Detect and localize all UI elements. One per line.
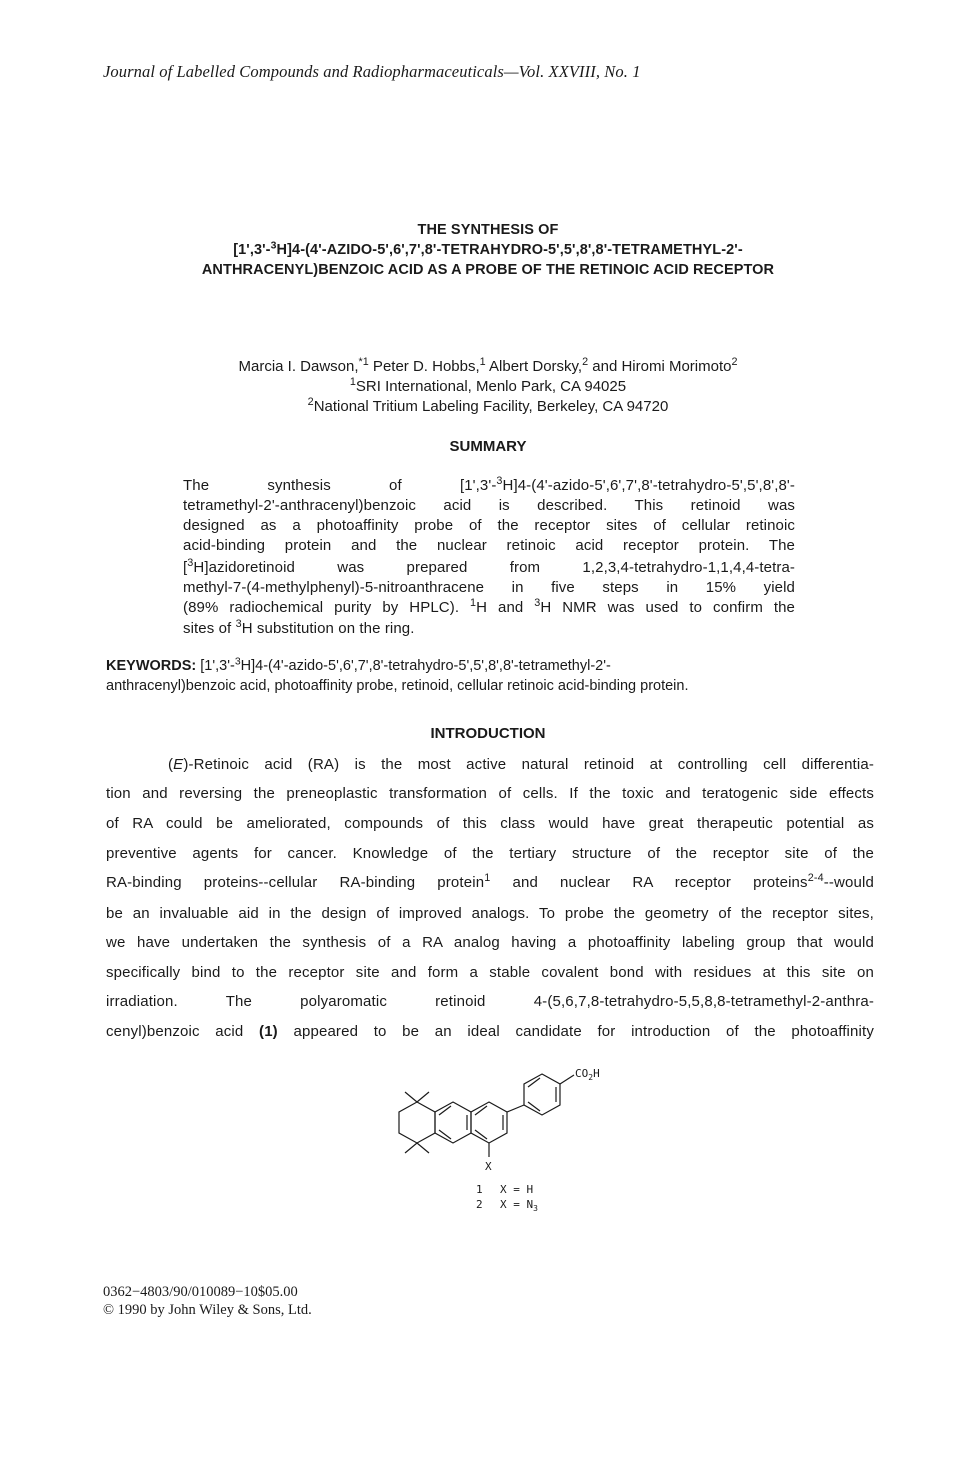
aromatic-bond-6 bbox=[475, 1130, 487, 1139]
author-morimoto: and Hiromi Morimoto bbox=[588, 358, 732, 375]
compound-2-definition bbox=[500, 1198, 538, 1213]
summary-line-2: tetramethyl-2'-anthracenyl)benzoic acid is described. This retinoid was bbox=[183, 497, 795, 514]
intro-line-5-sup-1: 1 bbox=[484, 872, 491, 885]
author-dorsky: Albert Dorsky, bbox=[485, 358, 583, 375]
author-hobbs-sup: 1 bbox=[479, 356, 486, 369]
methyl-1 bbox=[405, 1092, 417, 1102]
compound-2-number: 2 bbox=[476, 1198, 483, 1211]
ring-phenyl bbox=[524, 1074, 560, 1115]
compound-1-definition: X = H bbox=[500, 1183, 534, 1196]
author-dorsky-sup: 2 bbox=[582, 356, 589, 369]
summary-line-5 bbox=[183, 558, 795, 578]
summary-line-1-sup: 3 bbox=[496, 475, 503, 488]
affiliation-1-text: SRI International, Menlo Park, CA 94025 bbox=[355, 378, 627, 395]
carboxyl-sub: 2 bbox=[588, 1073, 594, 1082]
chemical-structure bbox=[360, 1060, 640, 1220]
summary-line-1-b: H]4-(4'-azido-5',6',7',8'-tetrahydro-5',5',8',8'- bbox=[502, 477, 795, 494]
title-tritium-sup: 3 bbox=[270, 240, 277, 252]
compound-1-ref: (1) bbox=[259, 1023, 278, 1040]
carboxyl-label bbox=[575, 1067, 600, 1082]
author-dawson: Marcia I. Dawson, bbox=[238, 358, 359, 375]
phenyl-bond-3 bbox=[528, 1102, 540, 1111]
title-line-1: THE SYNTHESIS OF bbox=[417, 222, 559, 238]
intro-line-7: we have undertaken the synthesis of a RA analog having a photoaffinity labeling group that would bbox=[106, 934, 874, 951]
author-hobbs: Peter D. Hobbs, bbox=[368, 358, 480, 375]
phenyl-bond-1 bbox=[528, 1078, 540, 1087]
ring-anthracene-middle bbox=[471, 1102, 507, 1143]
summary-heading: SUMMARY bbox=[449, 438, 527, 455]
intro-line-2: tion and reversing the preneoplastic transformation of cells. If the toxic and teratogenic side effects bbox=[106, 785, 874, 802]
intro-line-3: of RA could be ameliorated, compounds of this class would have great therapeutic potential as bbox=[106, 815, 874, 832]
intro-line-9: irradiation. The polyaromatic retinoid 4-(5,6,7,8-tetrahydro-5,5,8,8-tetramethyl-2-anthra- bbox=[106, 993, 874, 1010]
intro-line-5-sup-2: 2-4 bbox=[807, 872, 824, 885]
footer-code: 0362−4803/90/010089−10$05.00 bbox=[103, 1284, 298, 1300]
ring-aliphatic bbox=[399, 1102, 435, 1143]
affiliation-1-sup: 1 bbox=[349, 376, 356, 389]
intro-line-5-b: and nuclear RA receptor proteins bbox=[490, 874, 808, 891]
summary-line-1-a: The synthesis of [1',3'- bbox=[183, 477, 497, 494]
intro-line-10-a: cenyl)benzoic acid bbox=[106, 1023, 260, 1040]
intro-line-1-e: E bbox=[173, 756, 184, 773]
author-dawson-sup: *1 bbox=[358, 356, 369, 369]
summary-line-7-sup-1: 1 bbox=[470, 597, 477, 610]
intro-line-8: specifically bind to the receptor site and form a stable covalent bond with residues at this site on bbox=[106, 964, 874, 981]
introduction-heading: INTRODUCTION bbox=[430, 725, 546, 742]
keywords-line-2: anthracenyl)benzoic acid, photoaffinity probe, retinoid, cellular retinoic acid-binding protein. bbox=[106, 678, 689, 694]
carboxyl-co: CO bbox=[575, 1067, 589, 1080]
summary-line-8 bbox=[183, 619, 795, 639]
compound-2-sub: 3 bbox=[533, 1204, 538, 1213]
intro-line-10-c: appeared to be an ideal candidate for introduction of the photoaffinity bbox=[277, 1023, 874, 1040]
summary-line-7 bbox=[183, 598, 795, 618]
summary-line-8-a: sites of bbox=[183, 620, 236, 637]
summary-line-7-b: H and bbox=[476, 599, 535, 616]
summary-line-7-sup-2: 3 bbox=[534, 597, 541, 610]
summary-line-4: acid-binding protein and the nuclear retinoic acid receptor protein. The bbox=[183, 537, 795, 554]
intro-line-6: be an invaluable aid in the design of improved analogs. To probe the geometry of the receptor sites, bbox=[106, 905, 874, 922]
keywords-line-1-b: H]4-(4'-azido-5',6',7',8'-tetrahydro-5',5',8',8'-tetramethyl-2'- bbox=[240, 658, 611, 674]
title-line-2-b: H]4-(4'-AZIDO-5',6',7',8'-TETRAHYDRO-5',5',8',8'-TETRAMETHYL-2'- bbox=[276, 242, 743, 258]
keywords-label: KEYWORDS: bbox=[106, 658, 197, 674]
summary-line-8-sup: 3 bbox=[235, 618, 242, 631]
affiliation-2-text: National Tritium Labeling Facility, Berkeley, CA 94720 bbox=[313, 398, 669, 415]
summary-line-5-a: [ bbox=[183, 559, 188, 576]
biaryl-bond bbox=[507, 1105, 524, 1112]
carboxyl-bond bbox=[560, 1075, 574, 1084]
author-list bbox=[0, 358, 976, 375]
title-line-2 bbox=[0, 242, 976, 258]
ring-anthracene-left bbox=[435, 1102, 471, 1143]
intro-line-10 bbox=[106, 1023, 874, 1040]
footer-copyright: © 1990 by John Wiley & Sons, Ltd. bbox=[103, 1302, 312, 1318]
summary-line-5-b: H]azidoretinoid was prepared from 1,2,3,4-tetrahydro-1,1,4,4-tetra- bbox=[193, 559, 795, 576]
aromatic-bond-3 bbox=[439, 1130, 451, 1139]
intro-line-1-open: ( bbox=[168, 756, 174, 773]
summary-line-7-a: (89% radiochemical purity by HPLC). bbox=[183, 599, 471, 616]
methyl-4 bbox=[417, 1143, 429, 1153]
carboxyl-h: H bbox=[593, 1067, 600, 1080]
methyl-3 bbox=[405, 1143, 417, 1153]
summary-line-3: designed as a photoaffinity probe of the receptor sites of cellular retinoic bbox=[183, 517, 795, 534]
summary-line-1 bbox=[183, 476, 795, 496]
author-morimoto-sup: 2 bbox=[731, 356, 738, 369]
methyl-2 bbox=[417, 1092, 429, 1102]
summary-line-5-sup: 3 bbox=[187, 557, 194, 570]
affiliation-2 bbox=[0, 398, 976, 415]
summary-line-8-b: H substitution on the ring. bbox=[241, 620, 415, 637]
x-substituent-label: X bbox=[485, 1160, 492, 1173]
intro-line-4: preventive agents for cancer. Knowledge of the tertiary structure of the receptor site of the bbox=[106, 845, 874, 862]
intro-line-5-c: --would bbox=[823, 874, 874, 891]
aromatic-bond-1 bbox=[439, 1106, 451, 1115]
keywords-line-1-a: [1',3'- bbox=[196, 658, 235, 674]
summary-line-6: methyl-7-(4-methylphenyl)-5-nitroanthracene in five steps in 15% yield bbox=[183, 579, 795, 596]
journal-header: Journal of Labelled Compounds and Radiopharmaceuticals—Vol. XXVIII, No. 1 bbox=[103, 62, 641, 81]
affiliation-2-sup: 2 bbox=[307, 396, 314, 409]
intro-line-5 bbox=[106, 874, 874, 891]
intro-line-5-a: RA-binding proteins--cellular RA-binding protein bbox=[106, 874, 485, 891]
keywords-line-1 bbox=[106, 658, 611, 674]
structure-bonds bbox=[399, 1074, 574, 1157]
compound-2-eq: X = N bbox=[500, 1198, 534, 1211]
affiliation-1 bbox=[0, 378, 976, 395]
title-line-3: ANTHRACENYL)BENZOIC ACID AS A PROBE OF THE RETINOIC ACID RECEPTOR bbox=[201, 262, 775, 278]
keywords-line-1-sup: 3 bbox=[234, 656, 241, 668]
intro-line-1-rest: )-Retinoic acid (RA) is the most active natural retinoid at controlling cell differentia- bbox=[183, 756, 874, 773]
title-line-2-a: [1',3'- bbox=[233, 242, 271, 258]
compound-1-number: 1 bbox=[476, 1183, 483, 1196]
summary-line-7-c: H NMR was used to confirm the bbox=[540, 599, 795, 616]
intro-line-1 bbox=[168, 756, 874, 773]
aromatic-bond-4 bbox=[475, 1106, 487, 1115]
